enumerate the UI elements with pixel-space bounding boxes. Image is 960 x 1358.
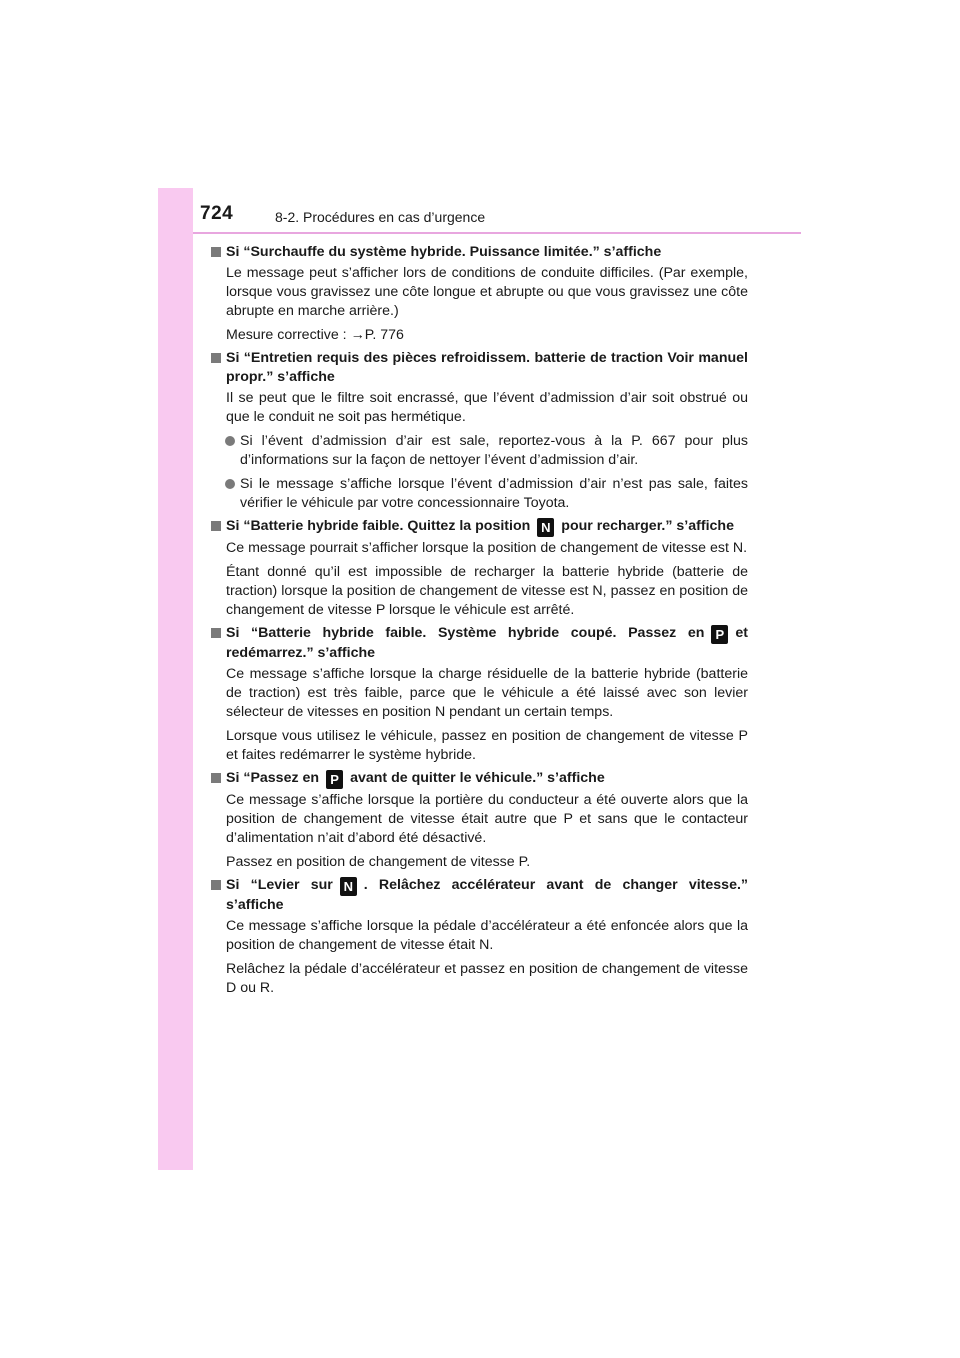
heading-text: Si “Passez en: [226, 770, 320, 786]
square-bullet-icon: [211, 247, 221, 257]
circle-bullet-icon: [225, 436, 235, 446]
body-paragraph: Ce message s’affiche lorsque la portière du conducteur a été ouverte alors que la position de changement de vitesse était autre que P et sans que le contacteur d’alimentation n’ait d’abord été désactivé.: [226, 792, 748, 846]
bullet-item: [210, 432, 748, 470]
gear-position-icon: P: [711, 625, 728, 644]
body-paragraph: Ce message s’affiche lorsque la charge résiduelle de la batterie hybride (batterie de traction) est très faible, parce que le véhicule a été laissé avec son levier sélecteur de vitesses en position N pendant un certain temps.: [226, 666, 748, 720]
message-section: [210, 624, 748, 765]
square-bullet-icon: [211, 880, 221, 890]
heading-text: Si “Levier sur: [226, 877, 333, 893]
message-section: [210, 769, 748, 872]
message-section: [210, 876, 748, 998]
message-section: [210, 517, 748, 620]
heading-text: Si “Batterie hybride faible. Système hybride coupé. Passez en: [226, 625, 705, 641]
body-paragraph: Ce message s’affiche lorsque la pédale d’accélérateur a été enfoncée alors que la position de changement de vitesse était N.: [226, 918, 748, 953]
message-section: [210, 243, 748, 345]
heading-text: Si “Surchauffe du système hybride. Puissance limitée.” s’affiche: [226, 244, 662, 260]
section-heading: [210, 349, 748, 387]
section-heading: [210, 624, 748, 663]
gear-position-icon: N: [537, 518, 554, 537]
heading-text: . Relâchez accélérateur avant de changer vitesse.” s’affiche: [226, 877, 748, 913]
square-bullet-icon: [211, 521, 221, 531]
heading-text: pour recharger.” s’affiche: [561, 518, 734, 534]
body-paragraph: Mesure corrective : →P. 776: [226, 327, 404, 343]
section-heading: [210, 769, 748, 789]
square-bullet-icon: [211, 773, 221, 783]
body-paragraph: Il se peut que le filtre soit encrassé, que l’évent d’admission d’air soit obstrué ou que le conduit ne soit pas hermétique.: [226, 390, 748, 425]
bullet-text: Si l’évent d’admission d’air est sale, reportez-vous à la P. 667 pour plus d’informations sur la façon de nettoyer l’évent d’admission d’air.: [240, 433, 748, 468]
body-paragraph: Relâchez la pédale d’accélérateur et passez en position de changement de vitesse D ou R.: [226, 961, 748, 996]
section-heading: [210, 517, 748, 537]
body-paragraph: Étant donné qu’il est impossible de recharger la batterie hybride (batterie de traction) lorsque la position de changement de vitesse est N, passez en position de changement de vitesse P lorsque le véhicule est arrêté.: [226, 564, 748, 618]
heading-text: et redémarrez.” s’affiche: [226, 625, 748, 661]
page-number: 724: [200, 203, 234, 224]
body-paragraph: Lorsque vous utilisez le véhicule, passez en position de changement de vitesse P et faites redémarrer le système hybride.: [226, 728, 748, 763]
square-bullet-icon: [211, 628, 221, 638]
body-paragraph: Le message peut s’afficher lors de conditions de conduite difficiles. (Par exemple, lorsque vous gravissez une côte longue et abrupte ou que vous gravissez une côte abrupte en marche arrière.): [226, 265, 748, 319]
heading-text: avant de quitter le véhicule.” s’affiche: [350, 770, 605, 786]
page-header: [158, 188, 801, 234]
body-paragraph: Passez en position de changement de vitesse P.: [226, 854, 531, 870]
heading-text: Si “Batterie hybride faible. Quittez la position: [226, 518, 531, 534]
header-divider: [193, 232, 801, 234]
bullet-text: Si le message s’affiche lorsque l’évent d’admission d’air n’est pas sale, faites vérifier le véhicule par votre concessionnaire Toyota.: [240, 476, 748, 511]
heading-text: Si “Entretien requis des pièces refroidissem. batterie de traction Voir manuel propr.” s’affiche: [226, 350, 748, 385]
gear-position-icon: P: [326, 770, 343, 789]
side-tab-band: [158, 188, 193, 1170]
square-bullet-icon: [211, 353, 221, 363]
bullet-item: [210, 475, 748, 513]
section-heading: [210, 243, 748, 262]
body-paragraph: Ce message pourrait s’afficher lorsque la position de changement de vitesse est N.: [226, 540, 748, 556]
circle-bullet-icon: [225, 479, 235, 489]
message-section: [210, 349, 748, 513]
section-title: 8-2. Procédures en cas d’urgence: [275, 209, 486, 225]
gear-position-icon: N: [340, 877, 357, 896]
section-heading: [210, 876, 748, 915]
main-content: [210, 243, 748, 1003]
